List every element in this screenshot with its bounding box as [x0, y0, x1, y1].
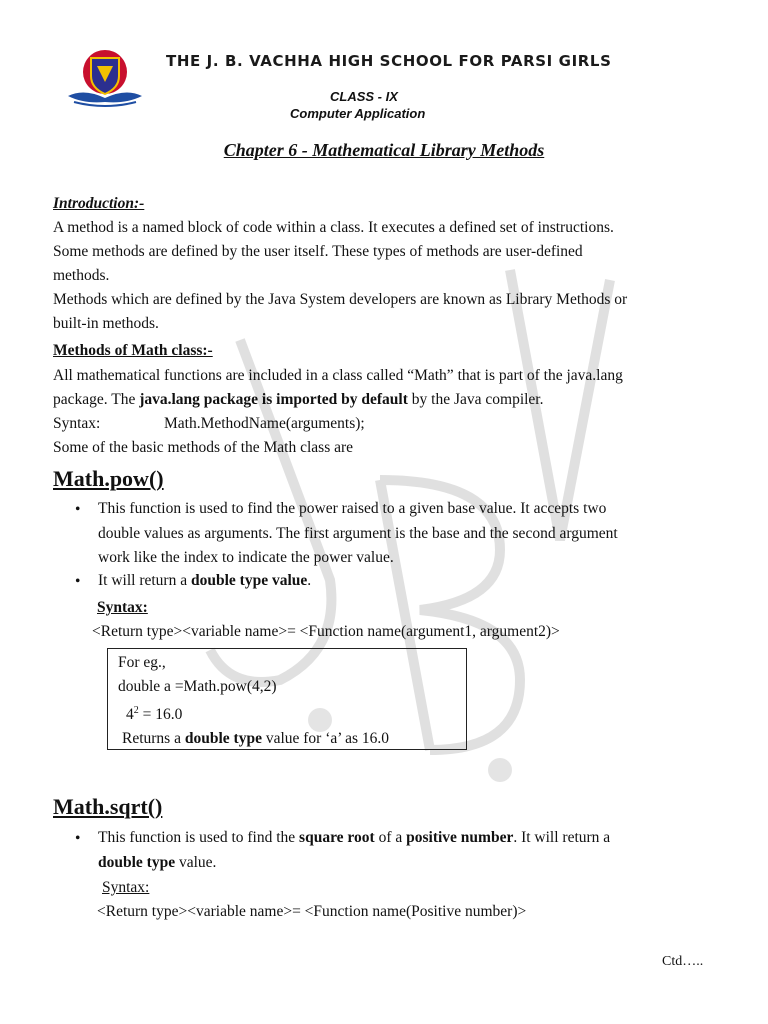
school-crest-icon — [64, 44, 146, 110]
subject-label: Computer Application — [290, 106, 426, 121]
exponent: 2 — [133, 705, 139, 716]
bold-segment: java.lang package is imported by default — [139, 391, 408, 408]
intro-heading: Introduction:- — [53, 195, 145, 212]
text-segment: package. The — [53, 391, 140, 408]
pow-bullet-2 — [98, 569, 708, 594]
text-line: double values as arguments. The first argument is the base and the second argument — [98, 524, 618, 542]
pow-heading: Math.pow() — [53, 466, 164, 491]
sqrt-syntax-line: <Return type><variable name>= <Function name(Positive number)> — [97, 903, 527, 920]
math-class-line — [53, 388, 544, 412]
sqrt-heading: Math.sqrt() — [53, 794, 163, 819]
intro-line: methods. — [53, 267, 110, 284]
syntax-label: Syntax: — [53, 415, 101, 432]
pow-bullet-1 — [98, 497, 708, 571]
math-class-line: All mathematical functions are included in a class called “Math” that is part of the java.lang — [53, 367, 623, 384]
text-segment: It will return a — [98, 572, 191, 589]
sqrt-bullet — [98, 826, 708, 875]
bold-segment: positive number — [406, 829, 514, 846]
text-line: This function is used to find the power raised to a given base value. It accepts two — [98, 500, 607, 517]
sqrt-syntax-label: Syntax: — [102, 879, 150, 896]
chapter-title: Chapter 6 - Mathematical Library Methods — [223, 140, 545, 160]
intro-line: Methods which are defined by the Java System developers are known as Library Methods or — [53, 291, 628, 308]
bold-segment: square root — [299, 829, 375, 846]
text-segment: value for ‘a’ as 16.0 — [261, 730, 390, 748]
school-name: THE J. B. VACHHA HIGH SCHOOL FOR PARSI GIRLS — [166, 52, 612, 70]
text-line — [98, 851, 708, 876]
text-segment: . — [307, 572, 312, 589]
bold-segment: double type value — [190, 572, 308, 589]
pow-syntax-label: Syntax: — [97, 599, 148, 616]
text-line: work like the index to indicate the power value. — [98, 549, 394, 566]
math-class-heading: Methods of Math class:- — [53, 342, 213, 359]
bold-segment: double type — [184, 730, 262, 748]
text-segment: by the Java compiler. — [407, 391, 544, 408]
example-line: For eg., — [118, 654, 166, 671]
intro-line: A method is a named block of code within a class. It executes a defined set of instructions. — [53, 219, 614, 236]
text-segment: Returns a — [122, 730, 185, 748]
text-segment: . It will return a — [513, 829, 611, 846]
text-line — [98, 826, 708, 851]
intro-line: built-in methods. — [53, 315, 159, 332]
example-power-line — [118, 699, 466, 727]
math-class-line: Some of the basic methods of the Math class are — [53, 439, 354, 456]
continued-label: Ctd….. — [662, 954, 704, 969]
intro-line: Some methods are defined by the user itself. These types of methods are user-defined — [53, 243, 583, 260]
text-segment: of a — [374, 829, 407, 846]
text-segment: value. — [175, 853, 217, 871]
base: 4 — [126, 706, 134, 724]
bold-segment: double type — [98, 853, 176, 871]
example-line: double a =Math.pow(4,2) — [118, 678, 277, 695]
class-label: CLASS - IX — [330, 89, 398, 104]
syntax-value: Math.MethodName(arguments); — [164, 415, 365, 432]
bullet-icon: • — [75, 573, 81, 590]
example-return-line — [118, 727, 466, 751]
text-segment: = 16.0 — [138, 706, 183, 724]
pow-example-box — [107, 648, 467, 750]
bullet-icon: • — [75, 830, 81, 847]
bullet-icon: • — [75, 501, 81, 518]
text-segment: This function is used to find the — [98, 829, 300, 846]
pow-syntax-line: <Return type><variable name>= <Function name(argument1, argument2)> — [92, 623, 560, 640]
